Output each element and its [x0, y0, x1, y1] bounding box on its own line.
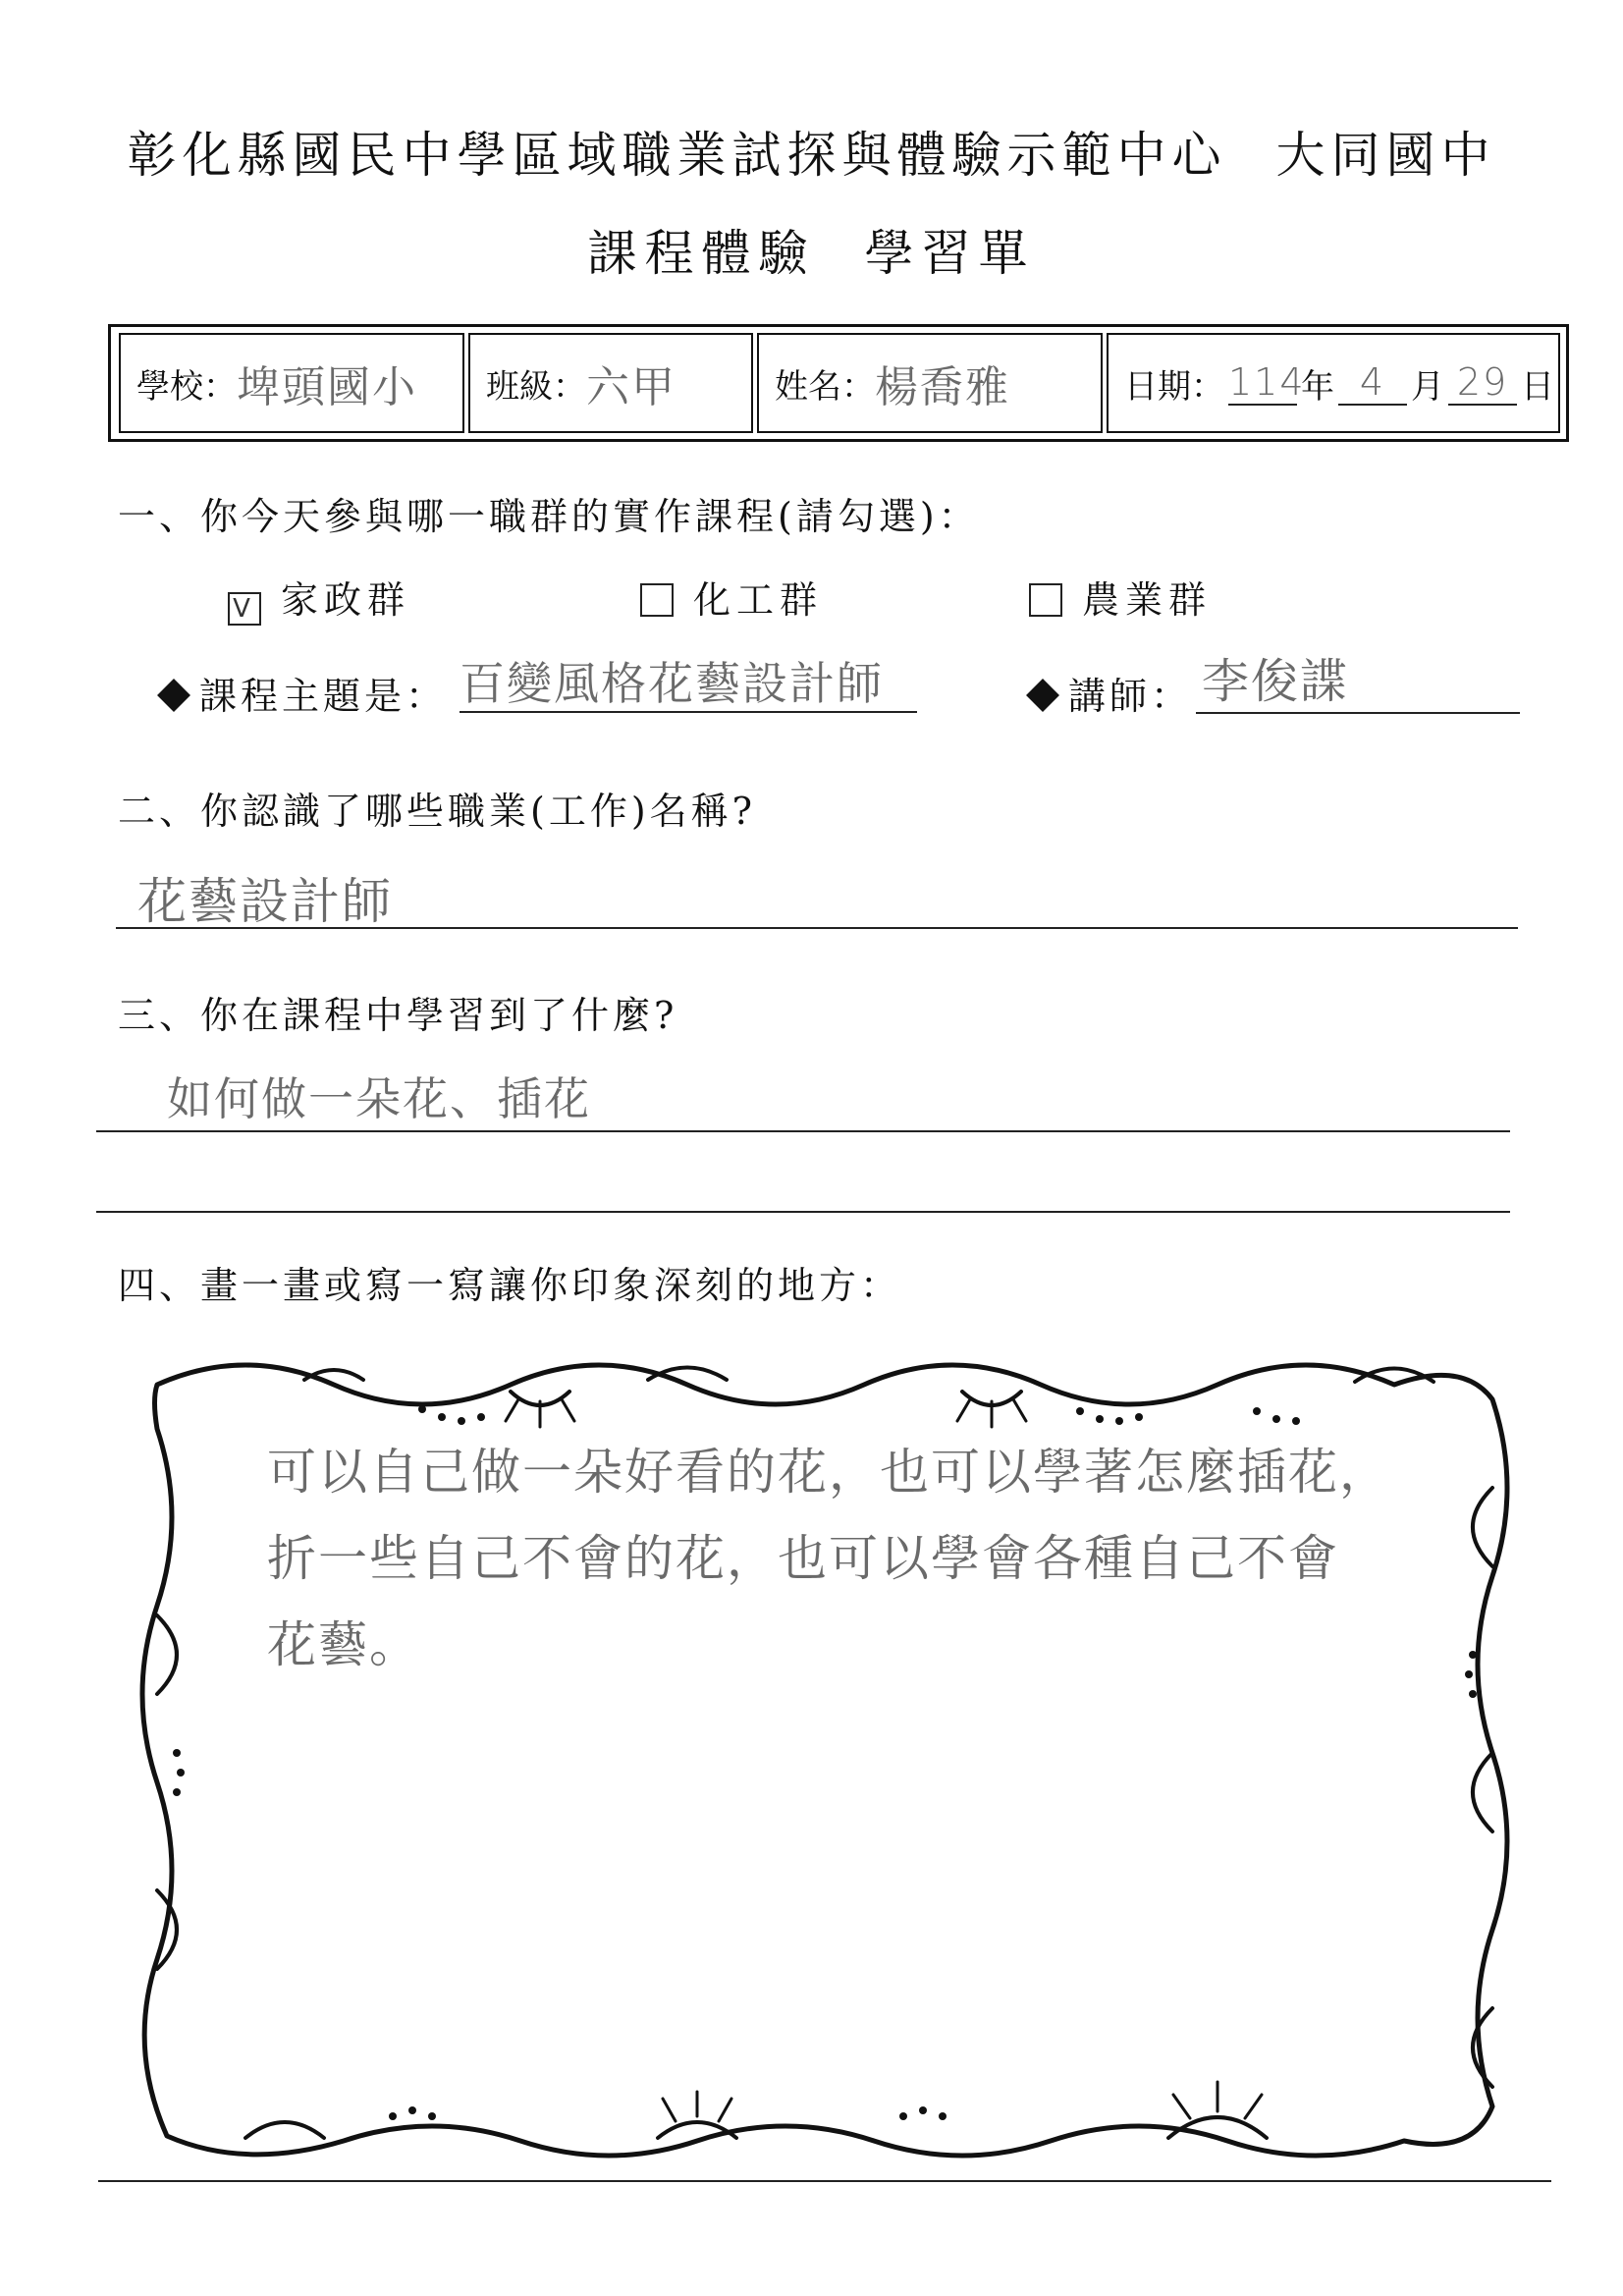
option-label: 農業群 — [1082, 578, 1213, 622]
answer-line — [96, 1211, 1510, 1213]
answer-4[interactable] — [267, 1429, 1390, 1688]
teacher-label: 講師： — [1068, 675, 1193, 718]
diamond-bullet-icon — [1026, 679, 1059, 712]
option-home-economics[interactable] — [228, 570, 410, 626]
teacher-value[interactable]: 李俊諜 — [1196, 643, 1520, 714]
date-year-unit: 年 — [1301, 366, 1334, 407]
class-label: 班級： — [486, 366, 586, 407]
answer-2[interactable]: 花藝設計師 — [137, 873, 393, 930]
name-label: 姓名： — [775, 366, 875, 407]
class-field[interactable] — [468, 333, 753, 433]
question-2: 二、你認識了哪些職業(工作)名稱? — [118, 790, 757, 833]
name-value: 楊喬雅 — [875, 362, 1010, 412]
center-name: 彰化縣國民中學區域職業試探與體驗示範中心 — [127, 127, 1227, 184]
answer-line — [116, 927, 1518, 929]
name-field[interactable] — [757, 333, 1103, 433]
bottom-line — [98, 2180, 1551, 2182]
checkbox-home-economics[interactable]: V — [228, 592, 261, 626]
date-month-unit: 月 — [1411, 366, 1444, 407]
date-day: 29 — [1448, 360, 1517, 406]
worksheet-title-a: 課程體驗 — [587, 225, 816, 282]
info-box — [108, 324, 1569, 442]
date-field[interactable] — [1107, 333, 1560, 433]
option-label: 化工群 — [693, 578, 824, 622]
option-chemical[interactable] — [640, 570, 823, 624]
question-3: 三、你在課程中學習到了什麼? — [118, 994, 678, 1037]
school-field[interactable] — [119, 333, 464, 433]
answer-4-line: 可以自己做一朵好看的花，也可以學著怎麼插花， — [267, 1444, 1390, 1501]
checkbox-agriculture[interactable] — [1029, 583, 1062, 617]
school-label: 學校： — [136, 366, 237, 407]
diamond-bullet-icon — [157, 679, 190, 712]
question-1: 一、你今天參與哪一職群的實作課程(請勾選)： — [118, 495, 980, 538]
checkbox-chemical[interactable] — [640, 583, 674, 617]
date-month: 4 — [1338, 360, 1407, 406]
topic-row — [162, 666, 447, 720]
school-name: 大同國中 — [1275, 127, 1496, 184]
answer-line — [96, 1130, 1510, 1132]
class-value: 六甲 — [586, 362, 676, 412]
topic-value[interactable]: 百變風格花藝設計師 — [460, 648, 917, 713]
option-label: 家政群 — [281, 578, 411, 622]
option-agriculture[interactable] — [1029, 570, 1212, 624]
question-4: 四、畫一畫或寫一寫讓你印象深刻的地方： — [118, 1264, 902, 1307]
page-title-line2 — [0, 214, 1623, 285]
date-label: 日期： — [1124, 366, 1224, 407]
teacher-row — [1031, 666, 1192, 720]
worksheet-title-b: 學習單 — [864, 225, 1036, 282]
school-value: 埤頭國小 — [237, 362, 417, 412]
topic-label: 課程主題是： — [199, 675, 448, 718]
page-title-line1 — [0, 116, 1623, 187]
answer-4-line: 花藝。 — [267, 1616, 420, 1673]
answer-3[interactable]: 如何做一朵花、插花 — [167, 1072, 591, 1125]
date-day-unit: 日 — [1521, 366, 1554, 407]
answer-4-line: 折一些自己不會的花，也可以學會各種自己不會 — [267, 1530, 1339, 1587]
date-year: 114 — [1228, 360, 1306, 404]
